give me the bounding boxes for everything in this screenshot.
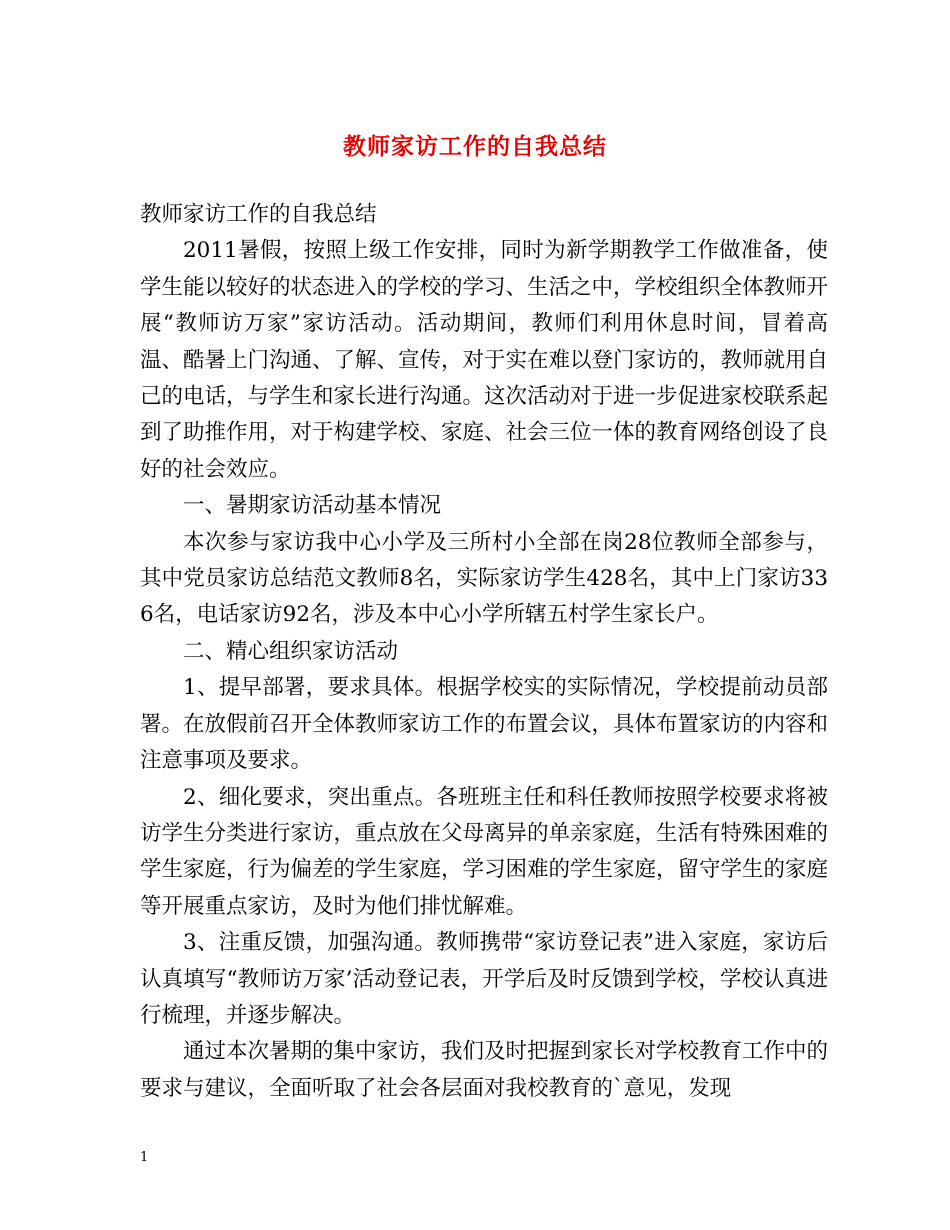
paragraph-heading: 教师家访工作的自我总结: [140, 202, 377, 227]
section-heading-2: 二、精心组织家访活动: [183, 638, 399, 664]
document-title: 教师家访工作的自我总结: [343, 133, 607, 160]
paragraph-item-1: 1、提早部署，要求具体。根据学校实的实际情况，学校提前动员部署。在放假前召开全体教师家访工作的布置会议，具体布置家访的内容和注意事项及要求。: [140, 675, 829, 774]
section-heading-1: 一、暑期家访活动基本情况: [183, 493, 442, 519]
paragraph-item-2: 2、细化要求，突出重点。各班班主任和科任教师按照学校要求将被访学生分类进行家访，重点放在父母离异的单亲家庭，生活有特殊困难的学生家庭，行为偏差的学生家庭，学习困难的学生家庭，留守学生的家庭等开展重点家访，及时为他们排忧解难。: [140, 784, 829, 919]
document-body: [140, 197, 828, 1107]
paragraph-intro: 2011暑假，按照上级工作安排，同时为新学期教学工作做准备，使学生能以较好的状态进入的学校的学习、生活之中，学校组织全体教师开展“教师访万家”家访活动。活动期间，教师们利用休息时间，冒着高温、酷暑上门沟通、了解、宣传，对于实在难以登门家访的，教师就用自己的电话，与学生和家长进行沟通。这次活动对于进一步促进家校联系起到了助推作用，对于构建学校、家庭、社会三位一体的教育网络创设了良好的社会效应。: [140, 238, 829, 482]
page-number: 1: [140, 1150, 149, 1165]
paragraph-conclusion: 通过本次暑期的集中家访，我们及时把握到家长对学校教育工作中的要求与建议，全面听取了社会各层面对我校教育的`意见，发现: [140, 1039, 829, 1101]
paragraph-section-1: 本次参与家访我中心小学及三所村小全部在岗28位教师全部参与，其中党员家访总结范文教师8名，实际家访学生428名，其中上门家访336名，电话家访92名，涉及本中心小学所辖五村学生家长户。: [140, 529, 828, 628]
paragraph-item-3: 3、注重反馈，加强沟通。教师携带“家访登记表”进入家庭，家访后认真填写“教师访万家’活动登记表，开学后及时反馈到学校，学校认真进行梳理，并逐步解决。: [140, 930, 828, 1028]
